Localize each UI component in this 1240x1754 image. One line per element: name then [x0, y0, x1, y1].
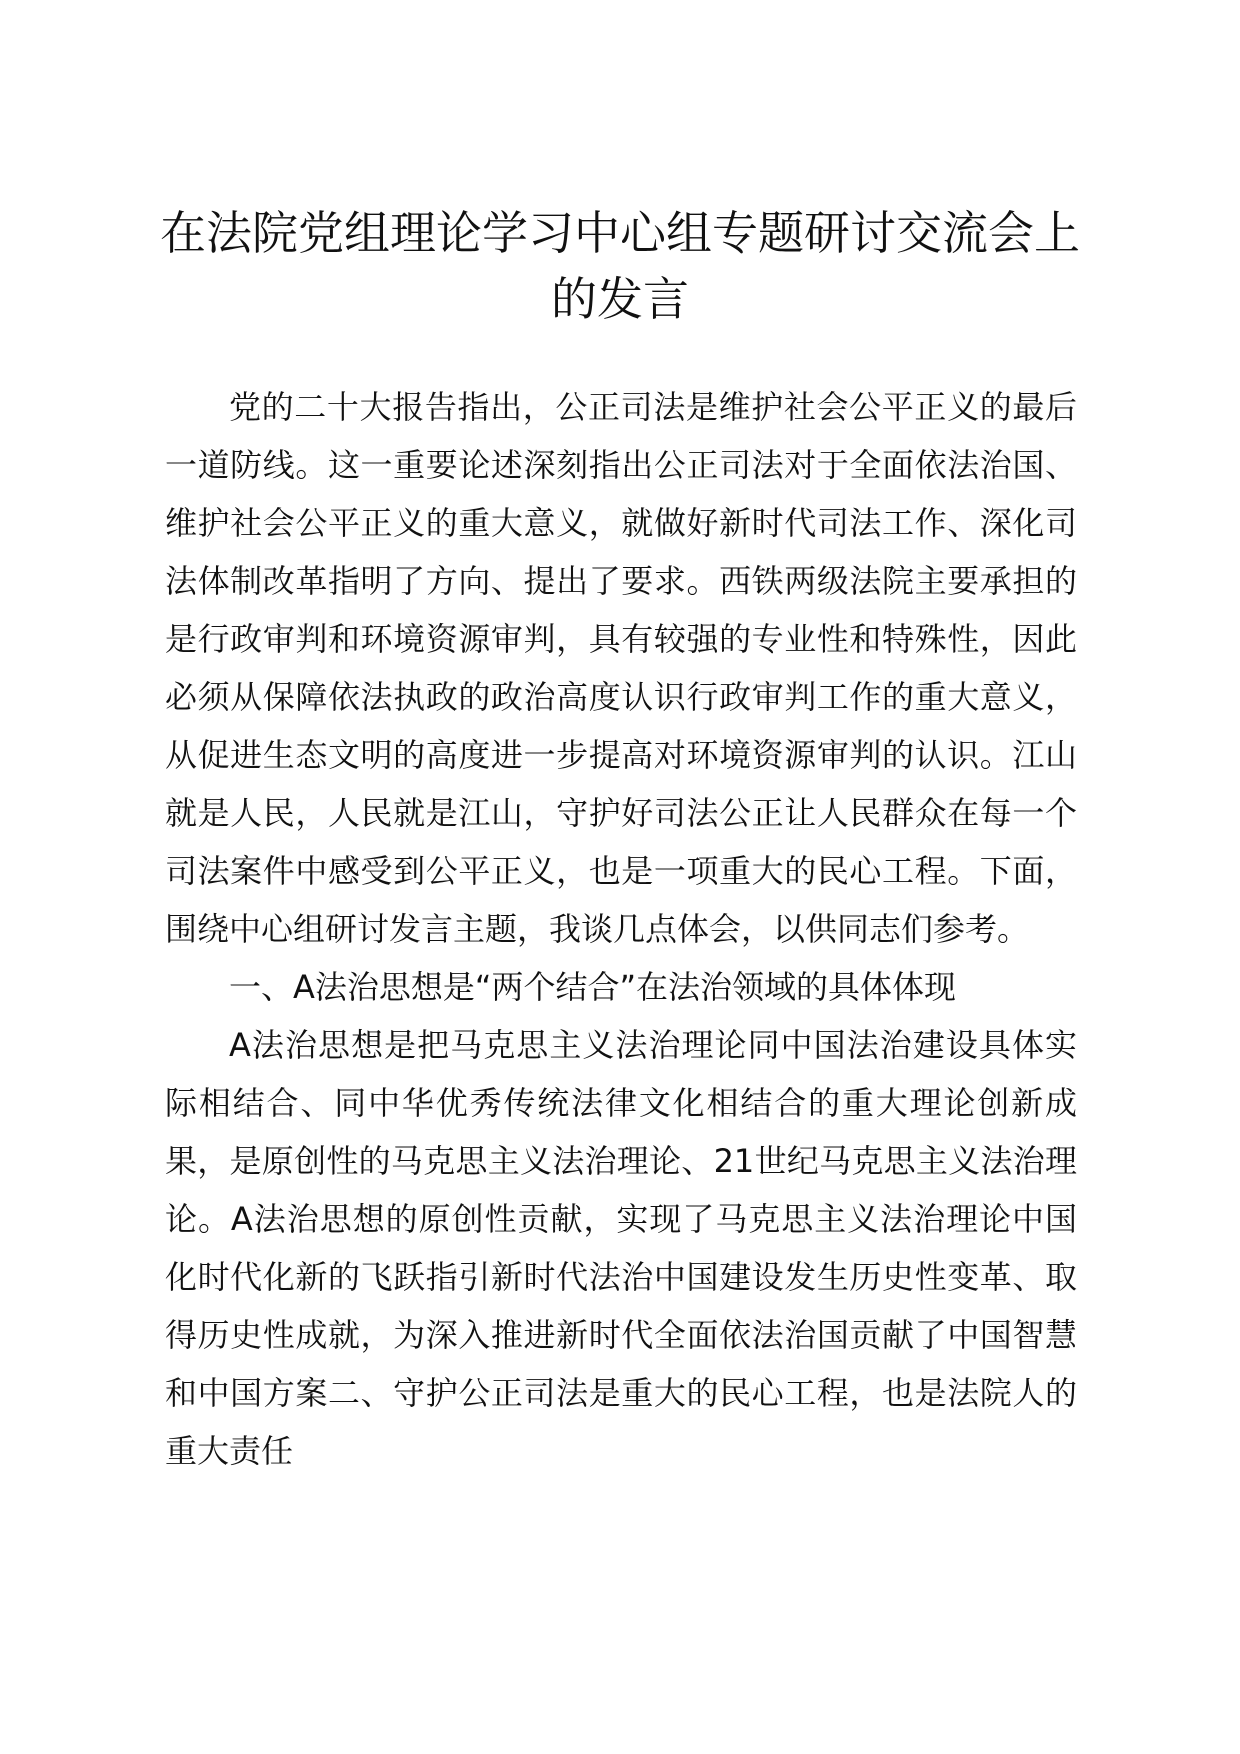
paragraph-section-one: A法治思想是把马克思主义法治理论同中国法治建设具体实际相结合、同中华优秀传统法律文化相结合的重大理论创新成果，是原创性的马克思主义法治理论、21世纪马克思主义法治理论。A法治思想的原创性贡献，实现了马克思主义法治理论中国化时代化新的飞跃指引新时代法治中国建设发生历史性变革、取得历史性成就，为深入推进新时代全面依法治国贡献了中国智慧和中国方案二、守护公正司法是重大的民心工程，也是法院人的重大责任	[165, 1026, 1077, 1470]
paragraph-introduction: 党的二十大报告指出，公正司法是维护社会公平正义的最后一道防线。这一重要论述深刻指出公正司法对于全面依法治国、维护社会公平正义的重大意义，就做好新时代司法工作、深化司法体制改革指明了方向、提出了要求。西铁两级法院主要承担的是行政审判和环境资源审判，具有较强的专业性和特殊性，因此必须从保障依法执政的政治高度认识行政审判工作的重大意义，从促进生态文明的高度进一步提高对环境资源审判的认识。江山就是人民，人民就是江山，守护好司法公正让人民群众在每一个司法案件中感受到公平正义，也是一项重大的民心工程。下面，围绕中心组研讨发言主题，我谈几点体会，以供同志们参考。	[165, 388, 1077, 948]
section-heading-one: 一、A法治思想是“两个结合”在法治领域的具体体现	[229, 968, 957, 1006]
document-body	[165, 378, 1077, 1480]
document-title: 在法院党组理论学习中心组专题研讨交流会上的发言	[160, 206, 1080, 326]
